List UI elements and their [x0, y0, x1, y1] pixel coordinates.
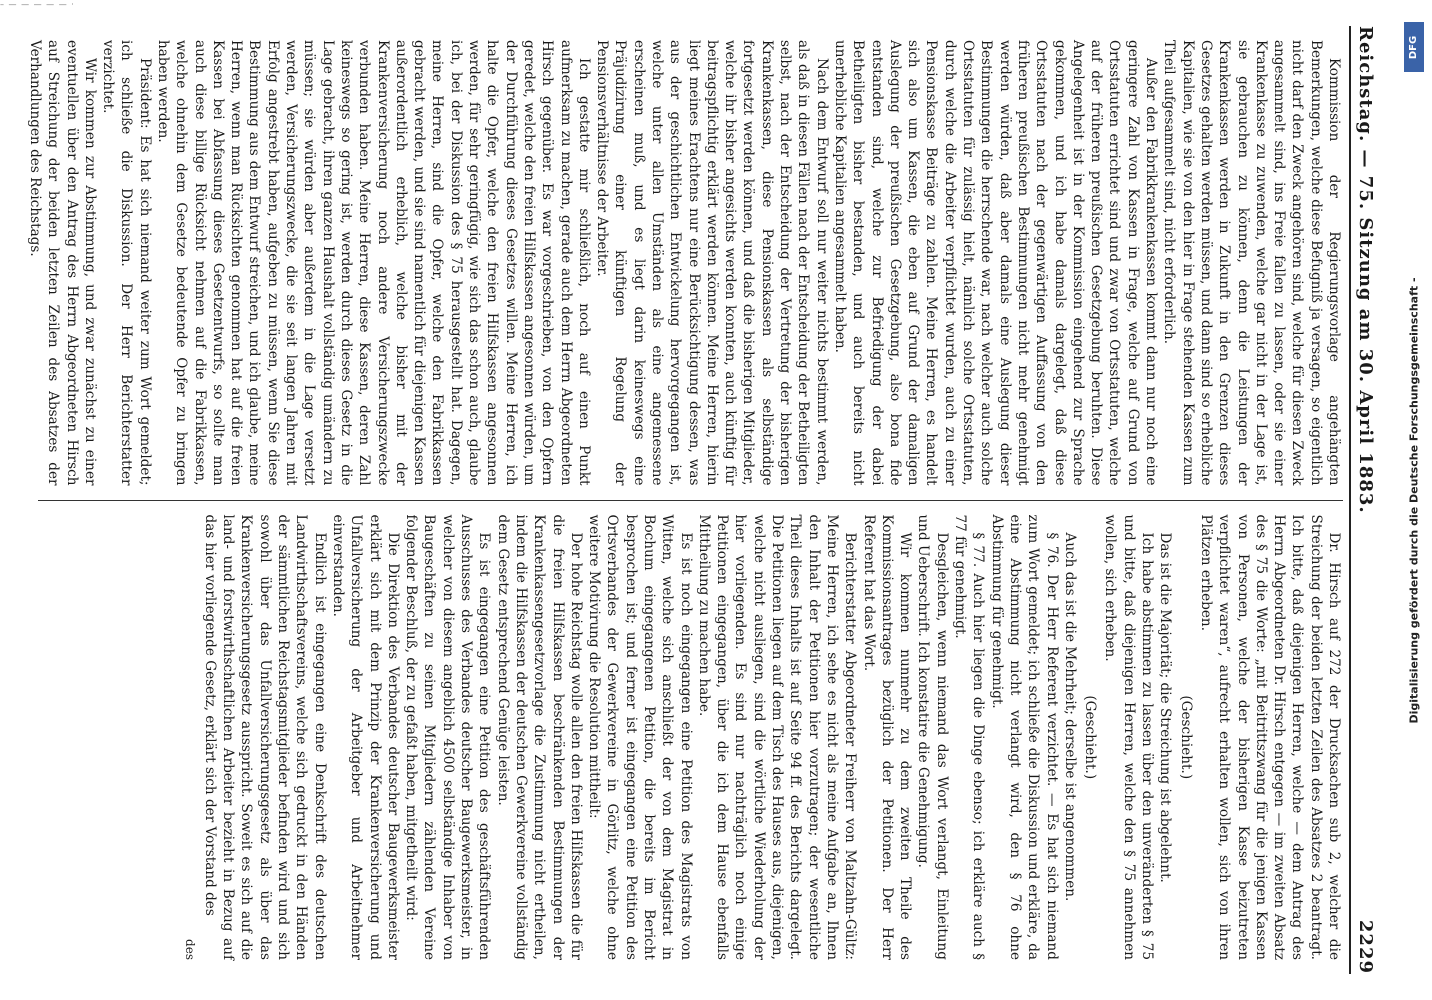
paragraph: Kommission der Regierungsvorlage angehängten Bemerkungen, welche diese Befugniß ja versagen, so eigentlich nicht darf den Zweck angehören sind, welche für diesen Zweck angesammelt sind, ins Freie fallen zu lassen, oder sie einer Krankenkasse zu zuwenden, welche gar nicht in der Lage ist, sie gebrauchen zu können, denn die Leistungen der Krankenkassen werden in Zukunft in den Grenzen dieses Gesetzes gehalten werden müssen, und dann sind so erhebliche Kapitalien, wie sie von den hier in Frage stehenden Kassen zum Theil aufgesammelt sind, nicht erforderlich. — [1161, 40, 1342, 486]
digitization-credit: Digitalisierung gefördert durch die Deutsche Forschungsgemeinschaft - — [1407, 276, 1421, 724]
stage-direction: (Geschieht.) — [1082, 695, 1099, 780]
header-rule — [1349, 26, 1351, 974]
dfg-logo-text: DFG — [1408, 35, 1420, 59]
paragraph: Auch das ist die Mehrheit; derselbe ist angenommen. — [1061, 532, 1078, 902]
paragraph: Wir kommen zur Abstimmung, und zwar zunächst zu einer eventuellen über den Antrag des Herrn Abgeordneten Hirsch auf Streichung der beiden letzten Zeilen des Absatzes der Verhandlungen des Reichstags. — [26, 40, 98, 486]
paragraph: § 77. Auch hier liegen die Dinge ebenso; ich erkläre auch § 77 für genehmigt. — [952, 514, 987, 960]
paragraph-president: Präsident: Es hat sich niemand weiter zum Wort gemeldet; ich schließe die Diskussion. Der Herr Berichterstatter verzichtet. — [100, 40, 153, 486]
paragraph: Desgleichen, wenn niemand das Wort verlangt, Einleitung und Ueberschrift. Ich konstatire die Genehmigung. — [915, 514, 950, 960]
text-columns — [26, 26, 1343, 974]
paragraph: Berichterstatter Abgeordneter Freiherr von Maltzahn-Gültz: Meine Herren, ich sehe es nicht als meine Aufgabe an, Ihnen den Inhalt der Petitionen hier vorzutragen; der wesentliche Theil dieses Inhalts ist auf Seite 94 ff. des Berichts dargelegt. Die Petitionen liegen auf dem Tisch des Hauses aus, diejenigen, welche nicht ausliegen, sind die wörtliche Wiederholung der hier vorliegenden. Es sind nur nachträglich noch einige Petitionen eingegangen, über die ich dem Hause ebenfalls Mittheilung zu machen habe. — [695, 514, 859, 960]
running-head — [1355, 26, 1385, 974]
paragraph: Dr. Hirsch auf 272 der Drucksachen sub 2, welcher die Streichung der beiden letzten Zeilen des Absatzes 2 beantragt. Ich bitte, daß diejenigen Herren, welche — dem Antrag des Herrn Abgeordneten Dr. Hirsch entgegen — im zweiten Absatz des § 75 die Worte: „mit Beitrittszwang für die jenigen Kassen von Personen, welche der bisherigen Kasse beizutreten verpflichtet waren“, aufrecht erhalten wollen, sich von ihren Plätzen erheben. — [1197, 514, 1342, 960]
paragraph: Endlich ist eingegangen eine Denkschrift des deutschen Landwirthschaftsvereins, welche sich gedruckt in den Händen der sämmtlichen Reichstagsmitglieder befinden wird und sich sowohl über das Unfallversicherungsgesetz als über das Krankenversicherungsgesetz ausspricht. Soweit es sich auf die land- und forstwirthschaftlichen Arbeiter bezieht in Bezug auf das hier vorliegende Gesetz, erklärt sich der Vorstand des — [201, 514, 328, 960]
paragraph: Nach dem Entwurf soll nur weiter nichts bestimmt werden, als daß in diesen Fällen nach der Entscheidung der Betheiligten selbst, nach der Entscheidung der Vertretung der bisherigen Krankenkassen, diese Pensionskassen als selbständige fortgesetzt werden können, und daß die bisherigen Mitglieder, welche ihr bisher angesichts werden konnten, auch künftig für beitragspflichtig erklärt werden können. Meine Herren, hierin liegt meines Erachtens nur eine Berücksichtigung dessen, was aus der geschichtlichen Entwickelung hervorgegangen ist, welche unter allen Umständen als eine angemessene erscheinen muß, und es liegt darin keineswegs eine Präjudizirung einer künftigen Regelung der Pensionsverhältnisse der Arbeiter. — [594, 40, 830, 486]
paragraph: Wir kommen nunmehr zu dem zweiten Theile des Kommissionsantrages bezüglich der Petitionen. Der Herr Referent hat das Wort. — [860, 514, 914, 960]
quoted-resolution: Der hohe Reichstag wolle allen den freien Hilfskassen die für die freien Hilfskassen beschränkenden Bestimmungen der Krankenkassengesetzvorlage die Zustimmung nicht ertheilen, indem die Hilfskassen der deutschen Gewerkvereine vollständig dem Gesetz entsprechend Genüge leisten. — [494, 514, 584, 960]
catchword: des — [182, 939, 197, 960]
scan-mark: – — — — — — · — [0, 0, 75, 9]
paragraph: Außer den Fabrikkrankenkassen kommt dann nur noch eine geringere Zahl von Kassen in Frage, welche auf Grund von Ortsstatuten errichtet sind und zwar von Ortsstatuten, welche auf der früheren preußischen Gesetzgebung beruhten. Diese Angelegenheit ist in der Kommission eingehend zur Sprache gekommen, und ich habe damals dargelegt, daß diese Ortsstatuten nach der gegenwärtigen Auffassung von den früheren preußischen Bestimmungen nicht mehr genehmigt werden würden, daß aber damals eine Auslegung dieser Bestimmungen die herrschende war, nach welcher auch solche Ortsstatuten für zulässig hielt, nämlich solche Ortsstatuten, durch welche die Arbeiter verpflichtet wurden, auch zu einer Pensionskasse Beiträge zu zahlen. Meine Herren, es handelt sich also um Kassen, die eben auf Grund der damaligen Auslegung der preußischen Gesetzgebung, also bona fide entstanden sind, welche zur Befriedigung der dabei Betheiligten bisher bestanden, und auch bereits nicht unerhebliche Kapitalien angesammelt haben. — [831, 40, 1160, 486]
stage-direction: (Geschieht.) — [1177, 695, 1194, 780]
paragraph: Ich gestatte mir schließlich, noch auf einen Punkt aufmerksam zu machen, gerade auch dem Herrn Abgeordneten Hirsch gegenüber. Es war vorgeschrieben, von den Opfern geredet, welche den freien Hilfskassen angesonnen würden, um der Durchführung dieses Gesetzes willen. Meine Herren, ich halte die Opfer, welche den freien Hilfskassen angesonnen werden, für sehr geringfügig, wie sich das schon auch, glaube ich, bei der Diskussion des § 75 herausgestellt hat. Dagegen, meine Herren, sind die Opfer, welche den Fabrikkassen gebracht werden, und sie sind namentlich für diejenigen Kassen außerordentlich erheblich, welche bisher mit der Krankenversicherung noch andere Versicherungszwecke verbunden haben. Meine Herren, diese Kassen, deren Zahl keineswegs so gering ist, werden durch dieses Gesetz in die Lage gebracht, ihren ganzen Haushalt vollständig umändern zu müssen; sie würden aber außerdem in die Lage versetzt werden, Versicherungszwecke, die sie seit langen Jahren mit Erfolg angestrebt haben, aufgeben zu müssen, wenn Sie diese Bestimmung aus dem Entwurf streichen, und ich glaube, meine Herren, wenn man Rücksichten genommen hat auf die freien Kassen bei Abfassung dieses Gesetzentwurfs, so sollte man auch diese billige Rücksicht nehmen auf die Fabrikkassen, welche ohnehin dem Gesetze bedeutende Opfer zu bringen haben werden. — [155, 40, 592, 486]
rotated-document-page — [26, 14, 1395, 986]
dfg-logo — [1404, 22, 1424, 72]
paragraph: Ich habe abstimmen zu lassen über den unveränderten § 75 und bitte, daß diejenigen Herren, welche den § 75 annehmen wollen, sich erheben. — [1102, 514, 1156, 960]
paragraph: Das ist die Majorität; die Streichung ist abgelehnt. — [1157, 532, 1174, 883]
paragraph: Es ist noch eingegangen eine Petition des Magistrats von Witten, welche sich anschließt der von dem Magistrat in Bochum eingegangenen Petition, die bereits im Bericht besprochen ist; und ferner ist eingegangen eine Petition des Ortsverbandes der Gewerkvereine in Görlitz, welche ohne weitere Motivirung die Resolution mittheilt: — [586, 514, 694, 960]
left-column — [26, 26, 1343, 500]
paragraph: Es ist eingegangen eine Petition des geschäftsführenden Ausschusses des Verbandes deutscher Baugewerksmeister, in welcher von diesem angeblich 4500 selbständige Inhaber von Baugeschäften zu seinen Mitgliedern zählenden Vereine folgender Beschluß, der zu gefaßt haben, mitgetheilt wird: — [403, 514, 493, 960]
right-column — [38, 500, 1343, 975]
quoted-resolution: Die Direktion des Verbandes deutscher Baugewerksmeister erklärt sich mit dem Prinzip der Krankenversicherung und Unfallversicherung der Arbeitgeber und Arbeitnehmer einverstanden. — [329, 514, 401, 960]
digitization-credit-bar — [1396, 0, 1432, 1000]
page-number: 2229 — [1355, 919, 1376, 974]
running-head-title: Reichstag. — 75. Sitzung am 30. April 1883. — [1355, 26, 1376, 514]
paragraph: § 76. Der Herr Referent verzichtet. — Es hat sich niemand zum Wort gemeldet; ich schließe die Diskussion und erkläre, da eine Abstimmung nicht verlangt wird, den § 76 ohne Abstimmung für genehmigt. — [988, 514, 1060, 960]
